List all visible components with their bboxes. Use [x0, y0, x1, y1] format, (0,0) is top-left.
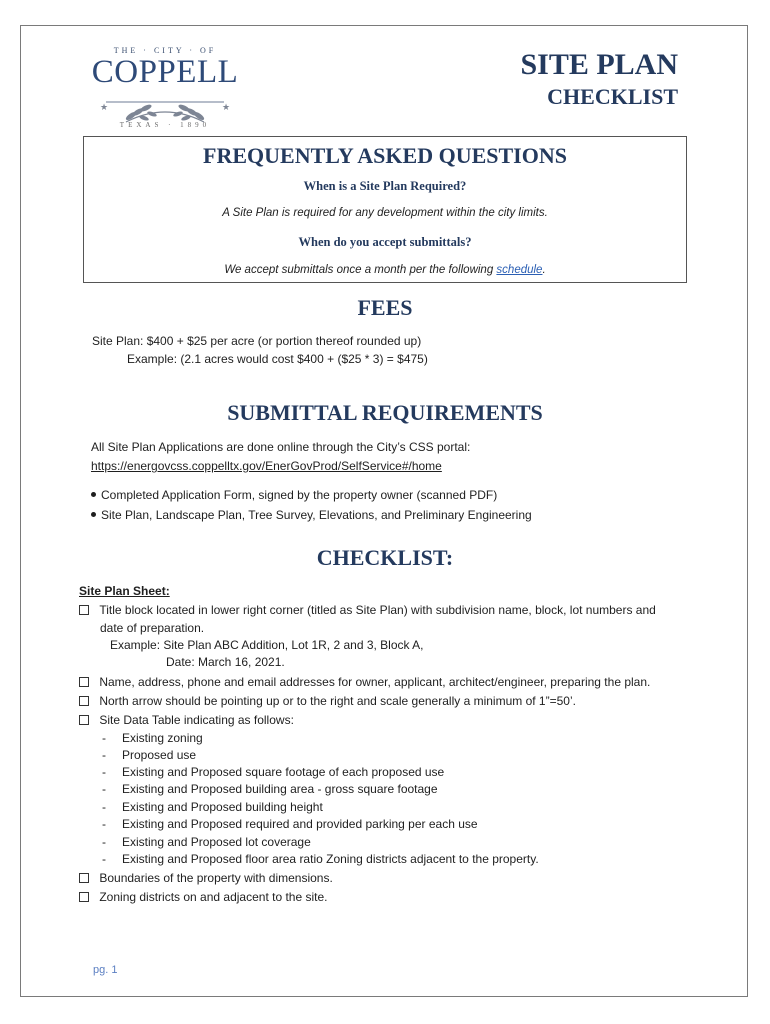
sub-item-text: Existing and Proposed building area - gross square footage — [122, 782, 438, 796]
schedule-link[interactable]: schedule — [496, 264, 543, 276]
site-data-sub-item: - Proposed use — [102, 748, 197, 762]
checkbox[interactable] — [79, 892, 89, 902]
faq-answer-2 — [84, 264, 686, 276]
city-logo — [86, 44, 244, 140]
submittal-bullet — [91, 488, 497, 502]
checklist-item — [79, 603, 656, 617]
svg-text:★: ★ — [100, 103, 109, 113]
checklist-item — [79, 675, 650, 689]
site-data-sub-item: - Existing and Proposed required and provided parking per each use — [102, 817, 478, 831]
submittal-bullet-text: Completed Application Form, signed by the property owner (scanned PDF) — [101, 488, 498, 502]
site-data-sub-item: - Existing and Proposed building area - gross square footage — [102, 782, 438, 796]
submittal-bullet-text: Site Plan, Landscape Plan, Tree Survey, Elevations, and Preliminary Engineering — [101, 508, 532, 522]
checklist-item-text: Title block located in lower right corner (titled as Site Plan) with subdivision name, block, lot numbers and — [99, 603, 656, 617]
fees-line-1: Site Plan: $400 + $25 per acre (or portion thereof rounded up) — [92, 334, 422, 348]
bullet-icon — [91, 492, 96, 497]
faq-answer-2-suffix: . — [542, 264, 546, 276]
checklist-item — [79, 713, 294, 727]
faq-question-2: When do you accept submittals? — [298, 235, 472, 249]
site-data-sub-item: - Existing and Proposed square footage of each proposed use — [102, 765, 445, 779]
sub-item-text: Existing and Proposed required and provided parking per each use — [122, 817, 478, 831]
faq-question-1: When is a Site Plan Required? — [303, 179, 467, 193]
submittal-heading: SUBMITTAL REQUIREMENTS — [227, 400, 543, 425]
sub-item-text: Existing zoning — [122, 731, 203, 745]
checklist-item-text: Name, address, phone and email addresses for owner, applicant, architect/engineer, preparing the plan. — [99, 675, 651, 689]
svg-text:★: ★ — [222, 103, 231, 113]
checkbox[interactable] — [79, 873, 89, 883]
submittal-intro: All Site Plan Applications are done online through the City’s CSS portal: — [91, 440, 471, 454]
checklist-item-continuation: date of preparation. — [100, 621, 205, 635]
logo-tagline: THE · CITY · OF — [113, 46, 217, 55]
faq-answer-1: A Site Plan is required for any development within the city limits. — [222, 207, 548, 219]
faq-box — [83, 136, 687, 283]
bullet-icon — [91, 512, 96, 517]
sub-item-text: Existing and Proposed square footage of each proposed use — [122, 765, 445, 779]
checklist-item-text: Site Data Table indicating as follows: — [99, 713, 294, 727]
checklist-heading: CHECKLIST: — [316, 545, 454, 570]
page-number: pg. 1 — [93, 964, 118, 976]
checkbox[interactable] — [79, 605, 89, 615]
portal-link[interactable]: https://energovcss.coppelltx.gov/EnerGovProd/SelfService#/home — [91, 459, 442, 473]
sub-item-text: Existing and Proposed lot coverage — [122, 835, 311, 849]
fees-heading: FEES — [357, 295, 413, 320]
checklist-item-text: North arrow should be pointing up or to the right and scale generally a minimum of 1”=50’. — [99, 694, 576, 708]
faq-heading: FREQUENTLY ASKED QUESTIONS — [203, 143, 567, 168]
faq-answer-2-text: We accept submittals once a month per the following — [224, 264, 497, 276]
logo-subline: TEXAS · 1890 — [119, 121, 211, 129]
checklist-item-example-date: Date: March 16, 2021. — [166, 655, 285, 669]
checkbox[interactable] — [79, 715, 89, 725]
checklist-item — [79, 694, 576, 708]
checkbox[interactable] — [79, 677, 89, 687]
checklist-item — [79, 871, 333, 885]
page-subtitle: CHECKLIST — [547, 84, 678, 109]
checklist-item-text: Zoning districts on and adjacent to the site. — [99, 890, 328, 904]
checklist-item-example: Example: Site Plan ABC Addition, Lot 1R, 2 and 3, Block A, — [110, 638, 424, 652]
sub-item-text: Proposed use — [122, 748, 197, 762]
checkbox[interactable] — [79, 696, 89, 706]
page-title: SITE PLAN — [520, 48, 678, 81]
fees-line-2: Example: (2.1 acres would cost $400 + ($25 * 3) = $475) — [127, 352, 428, 366]
site-data-sub-item: - Existing zoning — [102, 731, 203, 745]
checklist-item — [79, 890, 327, 904]
site-data-sub-item: - Existing and Proposed lot coverage — [102, 835, 311, 849]
logo-name: COPPELL — [91, 54, 239, 90]
site-data-sub-item: - Existing and Proposed floor area ratio Zoning districts adjacent to the property. — [102, 852, 539, 866]
checklist-item-text: Boundaries of the property with dimensions. — [99, 871, 333, 885]
sub-item-text: Existing and Proposed floor area ratio Zoning districts adjacent to the property. — [122, 852, 539, 866]
site-data-sub-item: - Existing and Proposed building height — [102, 800, 323, 814]
site-plan-sheet-label: Site Plan Sheet: — [79, 584, 170, 598]
submittal-bullet — [91, 508, 532, 522]
sub-item-text: Existing and Proposed building height — [122, 800, 323, 814]
